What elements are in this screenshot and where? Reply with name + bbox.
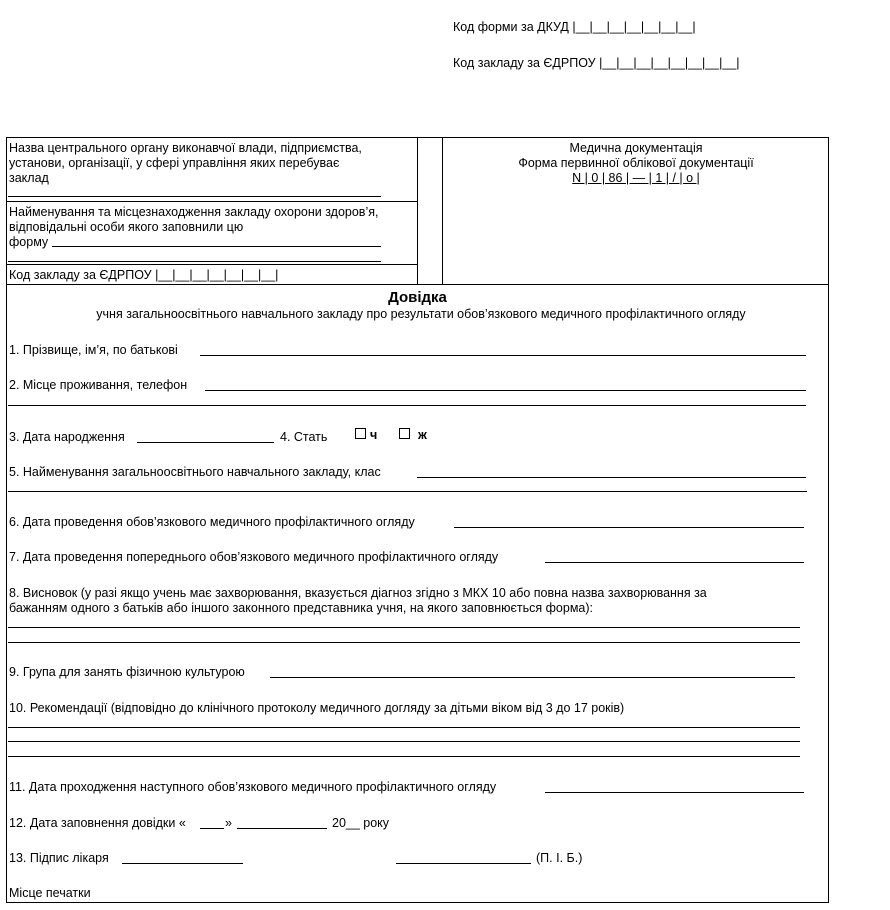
field-2-input-2[interactable] xyxy=(8,405,806,406)
checkbox-male[interactable] xyxy=(355,428,366,439)
facility-line1: Найменування та місцезнаходження закладу охорони здоров’я, xyxy=(9,205,379,219)
field-10-input-3[interactable] xyxy=(8,756,800,757)
field-3-input[interactable] xyxy=(137,442,274,443)
field-12-label: 12. Дата заповнення довідки « xyxy=(9,816,186,830)
field-9-label: 9. Група для занять фізичною культурою xyxy=(9,665,245,679)
field-6-input[interactable] xyxy=(454,527,804,528)
field-3-label: 3. Дата народження xyxy=(9,430,125,444)
field-1-input[interactable] xyxy=(200,355,806,356)
pib-label: (П. І. Б.) xyxy=(536,851,583,865)
signature-input[interactable] xyxy=(122,863,243,864)
field-12-day-input[interactable] xyxy=(200,828,224,829)
left-edrpou-line: Код закладу за ЄДРПОУ |__|__|__|__|__|__|__| xyxy=(9,268,279,282)
edrpou-code-line: Код закладу за ЄДРПОУ |__|__|__|__|__|__|__|__| xyxy=(453,56,740,70)
facility-line2: відповідальні особи якого заповнили цю xyxy=(9,220,244,234)
field-8-label-line2: бажанням одного з батьків або іншого законного представника учня, на якого заповнюється форма): xyxy=(9,601,594,615)
field-6-label: 6. Дата проведення обов’язкового медичного профілактичного огляду xyxy=(9,515,415,529)
field-11-label: 11. Дата проходження наступного обов’язкового медичного профілактичного огляду xyxy=(9,780,497,794)
checkbox-female[interactable] xyxy=(399,428,410,439)
field-2-input[interactable] xyxy=(205,390,806,391)
field-10-label: 10. Рекомендації (відповідно до клінічного протоколу медичного догляду за дітьми віком від 3 до 17 років) xyxy=(9,701,625,715)
facility-line3: форму xyxy=(9,235,49,249)
left-row-divider-2 xyxy=(6,264,418,265)
facility-blank-2[interactable] xyxy=(8,261,381,262)
left-row-divider-1 xyxy=(6,201,418,202)
sex-male-label: ч xyxy=(370,428,378,442)
field-12-year: 20__ року xyxy=(332,816,390,830)
pib-input[interactable] xyxy=(396,863,531,864)
header-bottom-line xyxy=(6,284,829,285)
field-5-input-2[interactable] xyxy=(8,491,807,492)
field-11-input[interactable] xyxy=(545,792,804,793)
sex-female-label: ж xyxy=(418,428,427,442)
field-12-quote: » xyxy=(225,816,232,830)
field-13-label: 13. Підпис лікаря xyxy=(9,851,109,865)
doc-title: Довідка xyxy=(388,289,447,306)
dkud-code-line: Код форми за ДКУД |__|__|__|__|__|__|__| xyxy=(453,20,696,34)
field-8-input-2[interactable] xyxy=(8,642,800,643)
field-8-label-line1: 8. Висновок (у разі якщо учень має захворювання, вказується діагноз згідно з МКХ 10 або повна назва захворювання за xyxy=(9,586,707,600)
facility-blank-1[interactable] xyxy=(52,246,381,247)
form-type-label: Форма первинної облікової документації xyxy=(518,156,754,170)
sex-option-female[interactable] xyxy=(399,428,427,442)
form-number-text: N | 0 | 86 | — | 1 | / | о | xyxy=(572,171,700,185)
field-10-input-2[interactable] xyxy=(8,741,800,742)
org-name-line2: установи, організації, у сфері управління яких перебуває xyxy=(9,156,340,170)
field-9-input[interactable] xyxy=(270,677,795,678)
org-name-line3: заклад xyxy=(9,171,49,185)
field-8-input-1[interactable] xyxy=(8,627,800,628)
org-name-blank[interactable] xyxy=(8,196,381,197)
org-name-line1: Назва центрального органу виконавчої влади, підприємства, xyxy=(9,141,362,155)
stamp-place-label: Місце печатки xyxy=(9,886,91,900)
sex-option-male[interactable] xyxy=(355,428,377,442)
doc-subtitle: учня загальноосвітнього навчального закладу про результати обов’язкового медичного профілактичного огляду xyxy=(96,307,746,321)
field-12-month-input[interactable] xyxy=(237,828,327,829)
field-5-label: 5. Найменування загальноосвітнього навчального закладу, клас xyxy=(9,465,381,479)
field-10-input-1[interactable] xyxy=(8,727,800,728)
field-7-input[interactable] xyxy=(545,562,804,563)
field-5-input[interactable] xyxy=(417,477,806,478)
form-number xyxy=(443,171,829,185)
field-1-label: 1. Прізвище, ім’я, по батькові xyxy=(9,343,178,357)
field-4-label: 4. Стать xyxy=(280,430,328,444)
field-2-label: 2. Місце проживання, телефон xyxy=(9,378,188,392)
field-7-label: 7. Дата проведення попереднього обов’язкового медичного профілактичного огляду xyxy=(9,550,499,564)
header-divider-1 xyxy=(417,137,418,285)
med-doc-label: Медична документація xyxy=(569,141,703,155)
